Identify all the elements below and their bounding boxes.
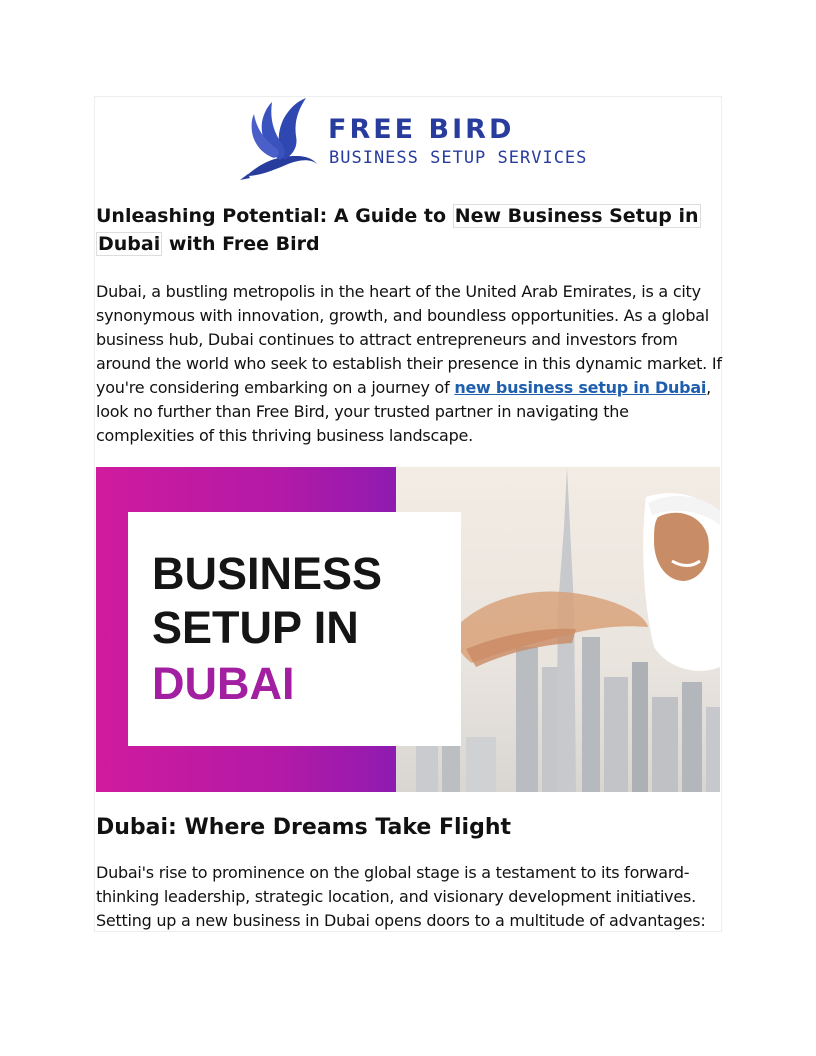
hero-text-card [128, 512, 461, 746]
business-setup-link[interactable]: new business setup in Dubai [454, 378, 707, 397]
bird-icon [238, 98, 318, 180]
hero-headline-line-2: SETUP IN [152, 602, 359, 653]
hero-banner-image [96, 467, 720, 792]
section-paragraph: Dubai's rise to prominence on the global stage is a testament to its forward-thinking leadership, strategic location, and visionary development initiatives. Setting up a new business in Dubai opens doors to a multitude of advantages: [96, 863, 706, 930]
title-highlight-2: Dubai [98, 233, 161, 255]
logo-tagline: BUSINESS SETUP SERVICES [329, 148, 588, 168]
intro-text-end: , look no further than Free Bird, your trusted partner in navigating the complexities of this thriving business landscape. [96, 378, 711, 445]
intro-paragraph [96, 280, 722, 448]
title-highlight-1: New Business Setup in [454, 205, 699, 227]
section-heading: Dubai: Where Dreams Take Flight [96, 815, 512, 840]
hero-headline-line-1: BUSINESS [152, 548, 383, 599]
hero-headline-line-3: DUBAI [152, 658, 295, 709]
intro-text-start: Dubai, a bustling metropolis in the heart of the United Arab Emirates, is a city synonymous with innovation, growth, and boundless opportunities. As a global business hub, Dubai continues to attract entrepreneurs and investors from around the world who seek to establish their presence in this dynamic market. If you're considering embarking on a journey of [96, 282, 722, 397]
title-tail: with Free Bird [162, 233, 320, 255]
article-title [96, 202, 716, 258]
title-lead: Unleashing Potential: A Guide to [96, 205, 453, 227]
free-bird-logo [238, 98, 588, 180]
logo-company-name: FREE BIRD [328, 114, 515, 145]
